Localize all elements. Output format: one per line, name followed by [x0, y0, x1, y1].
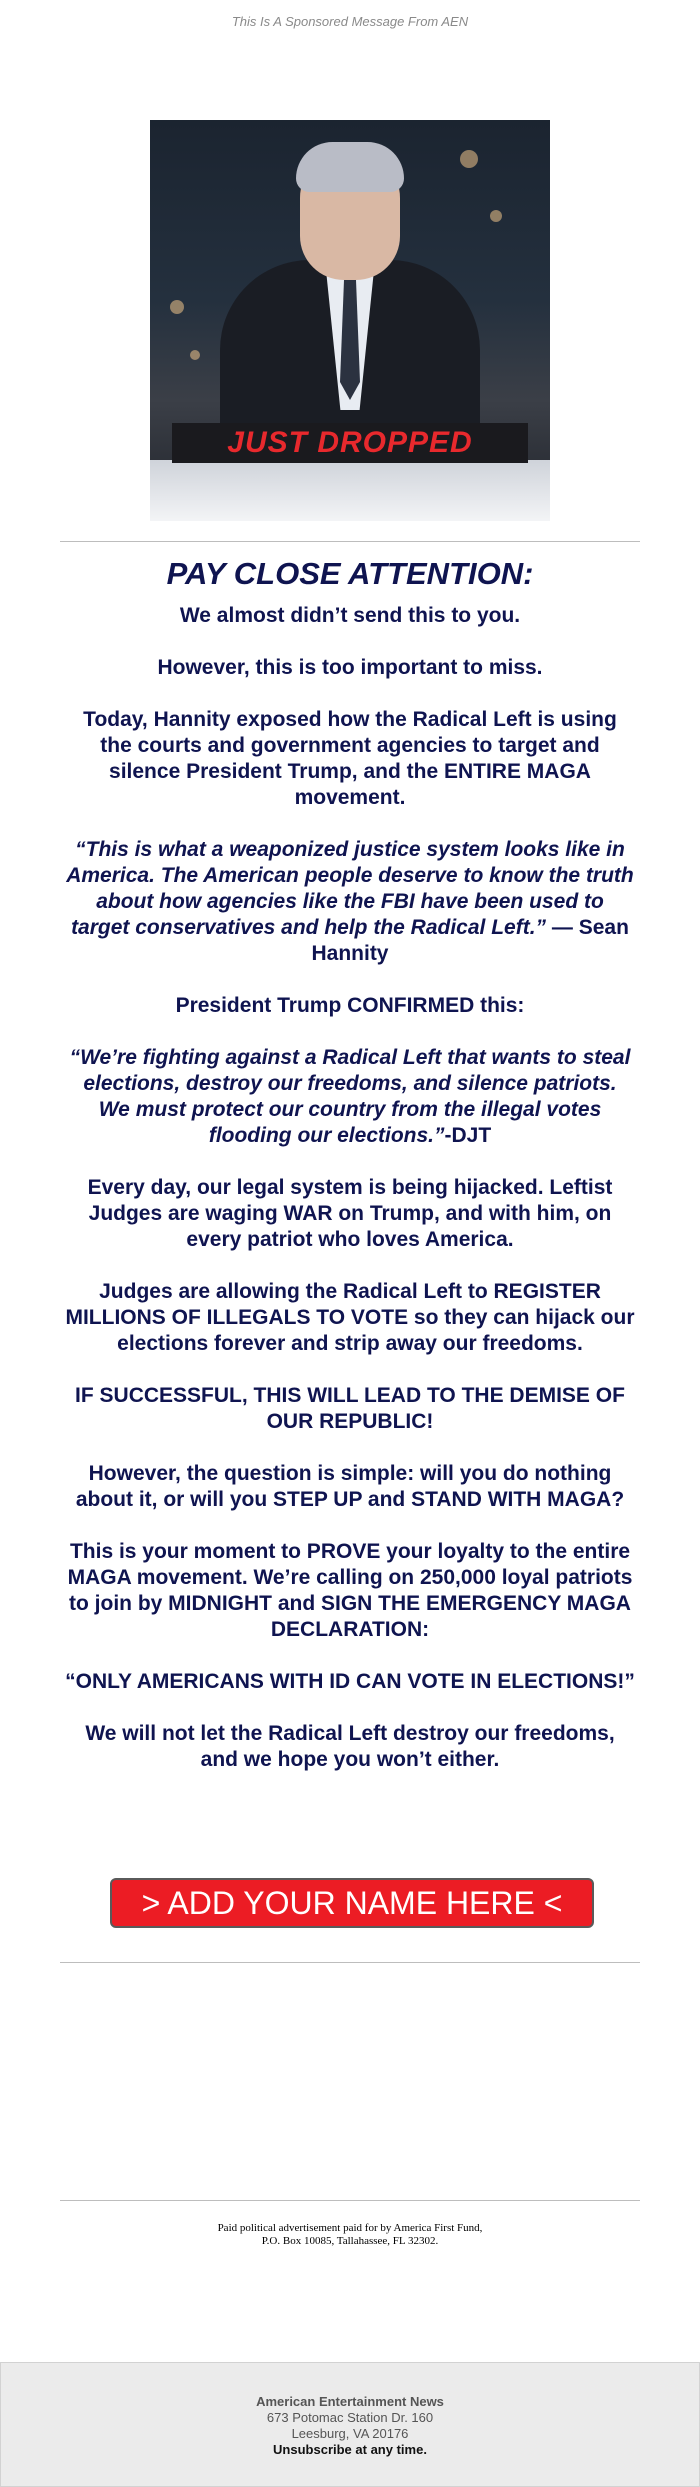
paragraph: However, the question is simple: will you do nothing about it, or will you STEP UP and STAND WITH MAGA? — [75, 1462, 625, 1511]
background-light — [170, 300, 184, 314]
paragraph: President Trump CONFIRMED this: — [175, 994, 525, 1017]
hannity-quote-paragraph — [65, 837, 635, 967]
just-dropped-banner — [172, 423, 528, 463]
paid-disclaimer — [0, 2222, 700, 2248]
paragraph: Every day, our legal system is being hijacked. Leftist Judges are waging WAR on Trump, and with him, on every patriot who loves America. — [87, 1176, 613, 1251]
background-light — [190, 350, 200, 360]
footer — [0, 2362, 700, 2487]
footer-org: American Entertainment News — [256, 2394, 444, 2409]
paragraph: Today, Hannity exposed how the Radical Left is using the courts and government agencies to target and silence President Trump, and the ENTIRE MAGA movement. — [83, 708, 617, 809]
sponsored-notice: This Is A Sponsored Message From AEN — [231, 14, 469, 29]
background-light — [460, 150, 478, 168]
declaration: “ONLY AMERICANS WITH ID CAN VOTE IN ELECTIONS!” — [65, 1670, 635, 1693]
divider — [60, 1962, 640, 1963]
hair-shape — [296, 142, 404, 192]
paragraph: We will not let the Radical Left destroy our freedoms, and we hope you won’t either. — [85, 1722, 615, 1771]
disclaimer-line: Paid political advertisement paid for by America First Fund, — [217, 2222, 483, 2234]
divider — [60, 2200, 640, 2201]
divider — [60, 541, 640, 542]
background-light — [490, 210, 502, 222]
hannity-quote: “This is what a weaponized justice system looks like in America. The American people deserve to know the truth about how agencies like the FBI have been used to target conservatives and help the Radical Left.” — [66, 838, 634, 939]
paragraph: IF SUCCESSFUL, THIS WILL LEAD TO THE DEMISE OF OUR REPUBLIC! — [75, 1384, 625, 1433]
disclaimer-line: P.O. Box 10085, Tallahassee, FL 32302. — [261, 2235, 439, 2247]
banner-text: JUST DROPPED — [227, 426, 473, 459]
add-name-button[interactable]: > ADD YOUR NAME HERE < — [110, 1878, 594, 1928]
message-body — [65, 555, 635, 1799]
paragraph: Judges are allowing the Radical Left to REGISTER MILLIONS OF ILLEGALS TO VOTE so they can hijack our elections forever and strip away our freedoms. — [65, 1280, 635, 1355]
paragraph: This is your moment to PROVE your loyalty to the entire MAGA movement. We’re calling on 250,000 loyal patriots to join by MIDNIGHT and SIGN THE EMERGENCY MAGA DECLARATION: — [67, 1540, 633, 1641]
trump-quote: “We’re fighting against a Radical Left that wants to steal elections, destroy our freedoms, and silence patriots. We must protect our country from the illegal votes flooding our elections.” — [69, 1046, 631, 1147]
trump-quote-paragraph — [65, 1045, 635, 1149]
desk-shape — [150, 460, 550, 521]
hero-image[interactable] — [150, 120, 550, 521]
hannity-attribution: — Sean Hannity — [311, 916, 629, 965]
paragraph: We almost didn’t send this to you. — [179, 604, 521, 627]
trump-attribution: -DJT — [444, 1124, 492, 1147]
paragraph: However, this is too important to miss. — [157, 656, 543, 679]
unsubscribe-link[interactable]: Unsubscribe at any time. — [273, 2442, 427, 2457]
footer-address: Leesburg, VA 20176 — [291, 2426, 409, 2441]
headline: PAY CLOSE ATTENTION: — [166, 556, 534, 591]
footer-address: 673 Potomac Station Dr. 160 — [266, 2410, 434, 2425]
